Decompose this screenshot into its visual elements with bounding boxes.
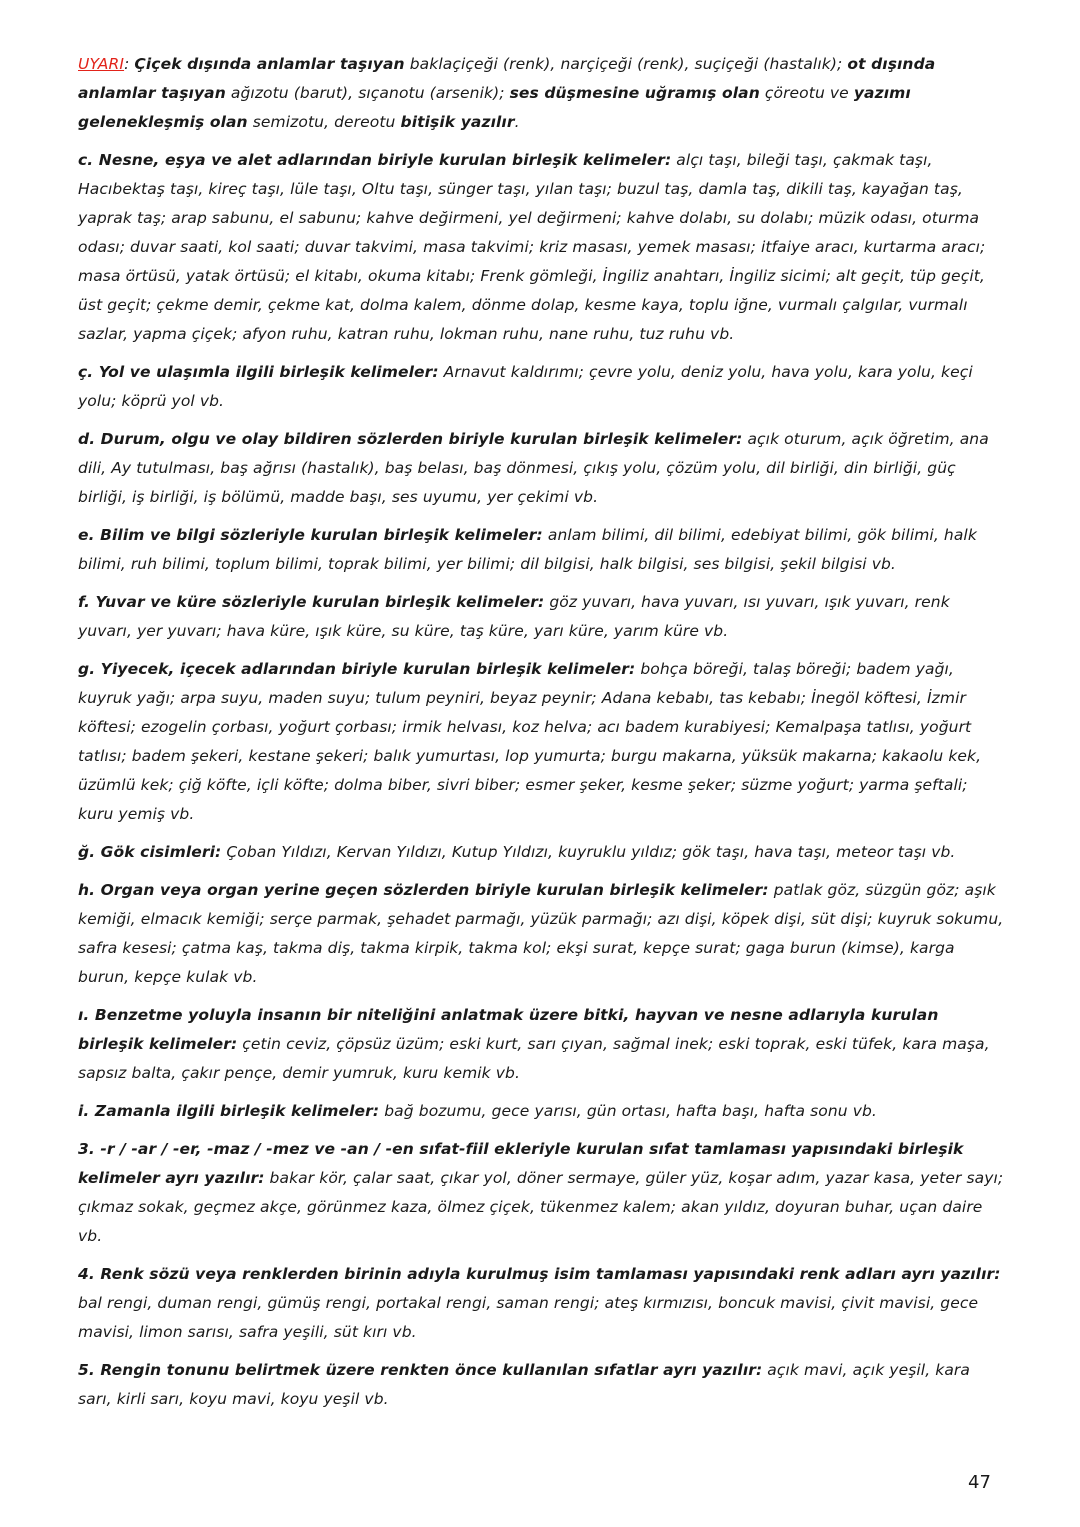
- section-heading: ı. Benzetme yoluyla insanın bir niteliğini anlatmak üzere bitki, hayvan ve nesne adlarıyla kurulan birleşik kelimeler:: [78, 1006, 939, 1053]
- section-text: göz yuvarı, hava yuvarı, ısı yuvarı, ışık yuvarı, renk yuvarı, yer yuvarı; hava küre, ışık küre, su küre, taş küre, yarı küre, yarım küre vb.: [78, 593, 950, 640]
- section-heading: h. Organ veya organ yerine geçen sözlerden biriyle kurulan birleşik kelimeler:: [78, 881, 769, 899]
- rule-3: [78, 1135, 1008, 1251]
- section-h: [78, 876, 1008, 992]
- section-heading: 5. Rengin tonunu belirtmek üzere renkten önce kullanılan sıfatlar ayrı yazılır:: [78, 1361, 763, 1379]
- section-text: bakar kör, çalar saat, çıkar yol, döner sermaye, güler yüz, koşar adım, yazar kasa, yeter sayı; çıkmaz sokak, geçmez akçe, görünmez kaza, ölmez çiçek, tükenmez kalem; akan yıldız, doyuran buhar, uçan daire vb.: [78, 1169, 1004, 1245]
- section-text: bağ bozumu, gece yarısı, gün ortası, hafta başı, hafta sonu vb.: [379, 1102, 877, 1120]
- warning-label: UYARI: [78, 55, 125, 73]
- section-heading: 4. Renk sözü veya renklerden birinin adıyla kurulmuş isim tamlaması yapısındaki renk adları ayrı yazılır:: [78, 1265, 1001, 1283]
- section-text: Çoban Yıldızı, Kervan Yıldızı, Kutup Yıldızı, kuyruklu yıldız; gök taşı, hava taşı, meteor taşı vb.: [221, 843, 956, 861]
- section-heading: ç. Yol ve ulaşımla ilgili birleşik kelimeler:: [78, 363, 439, 381]
- warning-paragraph: [78, 50, 1008, 137]
- section-f: [78, 588, 1008, 646]
- section-c: [78, 146, 1008, 349]
- section-breve-g: [78, 838, 1008, 867]
- section-heading: 3. -r / -ar / -er, -maz / -mez ve -an / -en sıfat-fiil ekleriyle kurulan sıfat tamlaması yapısındaki birleşik kelimeler ayrı yazılır:: [78, 1140, 964, 1187]
- warning-bold-1: Çiçek dışında anlamlar taşıyan: [134, 55, 405, 73]
- section-text: anlam bilimi, dil bilimi, edebiyat bilimi, gök bilimi, halk bilimi, ruh bilimi, toplum bilimi, toprak bilimi, yer bilimi; dil bilgisi, halk bilgisi, ses bilgisi, şekil bilgisi vb.: [78, 526, 977, 573]
- warning-text-5: semizotu, dereotu: [247, 113, 401, 131]
- section-heading: f. Yuvar ve küre sözleriyle kurulan birleşik kelimeler:: [78, 593, 545, 611]
- section-text: çetin ceviz, çöpsüz üzüm; eski kurt, sarı çıyan, sağmal inek; eski toprak, eski tüfek, kara maşa, sapsız balta, çakır pençe, demir yumruk, kuru kemik vb.: [78, 1035, 990, 1082]
- warning-text-3: ağızotu (barut), sıçanotu (arsenik);: [225, 84, 510, 102]
- section-dotless-i: [78, 1001, 1008, 1088]
- warning-bold-2: ot dışında anlamlar taşıyan: [78, 55, 936, 102]
- rule-5: [78, 1356, 1008, 1414]
- section-e: [78, 521, 1008, 579]
- section-i: [78, 1097, 1008, 1126]
- rule-4: [78, 1260, 1008, 1347]
- section-text: açık oturum, açık öğretim, ana dili, Ay tutulması, baş ağrısı (hastalık), baş belası, baş dönmesi, çıkış yolu, çözüm yolu, dil birliği, din birliği, güç birliği, iş birliği, iş bölümü, madde başı, ses uyumu, yer çekimi vb.: [78, 430, 989, 506]
- section-cedilla-c: [78, 358, 1008, 416]
- page-number: 47: [968, 1472, 991, 1493]
- section-text: açık mavi, açık yeşil, kara sarı, kirli sarı, koyu mavi, koyu yeşil vb.: [78, 1361, 970, 1408]
- section-text: alçı taşı, bileği taşı, çakmak taşı, Hacıbektaş taşı, kireç taşı, lüle taşı, Oltu taşı, sünger taşı, yılan taşı; buzul taş, damla taş, dikili taş, kayağan taş, yaprak taş; arap sabunu, el sabunu; kahve değirmeni, yel değirmeni; kahve dolabı, su dolabı; müzik odası, oturma odası; duvar saati, kol saati; duvar takvimi, masa takvimi; kriz masası, yemek masası; itfaiye aracı, kurtarma aracı; masa örtüsü, yatak örtüsü; el kitabı, okuma kitabı; Frenk gömleği, İngiliz anahtarı, İngiliz sicimi; alt geçit, tüp geçit, üst geçit; çekme demir, çekme kat, dolma kalem, dönme dolap, kesme kaya, toplu iğne, vurmalı çalgılar, vurmalı sazlar, yapma çiçek; afyon ruhu, katran ruhu, lokman ruhu, nane ruhu, tuz ruhu vb.: [78, 151, 986, 343]
- warning-bold-5: bitişik yazılır: [400, 113, 515, 131]
- warning-text-2: baklaçiçeği (renk), narçiçeği (renk), suçiçeği (hastalık);: [404, 55, 848, 73]
- section-heading: ğ. Gök cisimleri:: [78, 843, 222, 861]
- section-text: Arnavut kaldırımı; çevre yolu, deniz yolu, hava yolu, kara yolu, keçi yolu; köprü yol vb.: [78, 363, 973, 410]
- section-heading: i. Zamanla ilgili birleşik kelimeler:: [78, 1102, 380, 1120]
- warning-text-6: .: [514, 113, 520, 131]
- document-page: [78, 50, 1008, 1423]
- section-heading: g. Yiyecek, içecek adlarından biriyle kurulan birleşik kelimeler:: [78, 660, 636, 678]
- section-heading: d. Durum, olgu ve olay bildiren sözlerden biriyle kurulan birleşik kelimeler:: [78, 430, 743, 448]
- section-text: bohça böreği, talaş böreği; badem yağı, kuyruk yağı; arpa suyu, maden suyu; tulum peyniri, beyaz peynir; Adana kebabı, tas kebabı; İnegöl köftesi, İzmir köftesi; ezogelin çorbası, yoğurt çorbası; irmik helvası, koz helva; acı badem kurabiyesi; Kemalpaşa tatlısı, yoğurt tatlısı; badem şekeri, kestane şekeri; balık yumurtası, lop yumurta; burgu makarna, yüksük makarna; kakaolu kek, üzümlü kek; çiğ köfte, içli köfte; dolma biber, sivri biber; esmer şeker, kesme şeker; süzme yoğurt; yarma şeftali; kuru yemiş vb.: [78, 660, 982, 823]
- section-g: [78, 655, 1008, 829]
- warning-bold-3: ses düşmesine uğramış olan: [509, 84, 760, 102]
- section-text: patlak göz, süzgün göz; aşık kemiği, elmacık kemiği; serçe parmak, şehadet parmağı, yüzük parmağı; azı dişi, köpek dişi, süt dişi; kuyruk sokumu, safra kesesi; çatma kaş, takma diş, takma kirpik, takma kol; ekşi surat, kepçe surat; gaga burun (kimse), karga burun, kepçe kulak vb.: [78, 881, 1004, 986]
- section-heading: e. Bilim ve bilgi sözleriyle kurulan birleşik kelimeler:: [78, 526, 543, 544]
- warning-text-4: çöreotu ve: [759, 84, 854, 102]
- warning-text-1: :: [124, 55, 135, 73]
- section-text: bal rengi, duman rengi, gümüş rengi, portakal rengi, saman rengi; ateş kırmızısı, boncuk mavisi, çivit mavisi, gece mavisi, limon sarısı, safra yeşili, süt kırı vb.: [78, 1294, 979, 1341]
- section-heading: c. Nesne, eşya ve alet adlarından biriyle kurulan birleşik kelimeler:: [78, 151, 672, 169]
- warning-bold-4: yazımı gelenekleşmiş olan: [78, 84, 911, 131]
- section-d: [78, 425, 1008, 512]
